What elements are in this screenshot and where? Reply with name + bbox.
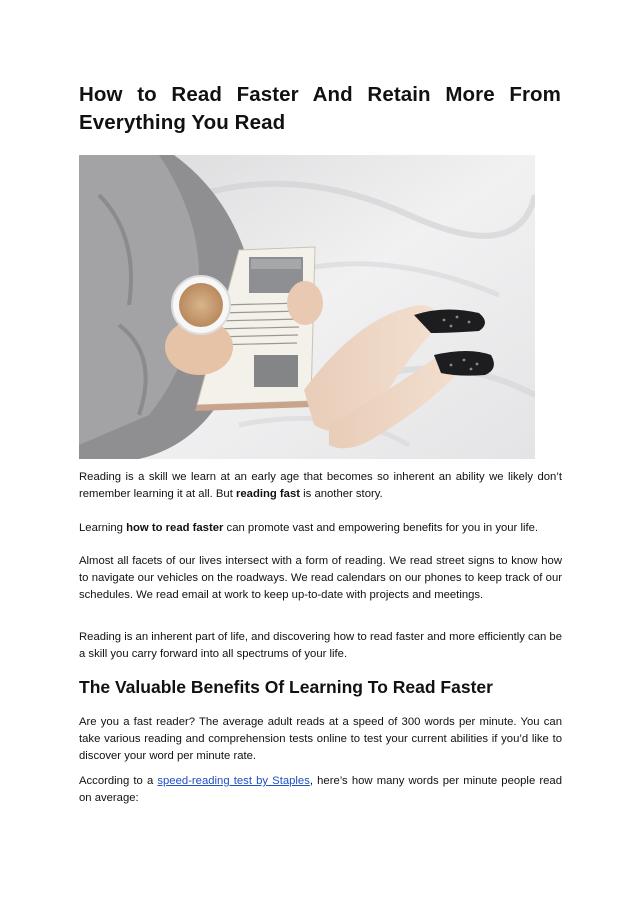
staples-speed-reading-link[interactable]: speed-reading test by Staples — [157, 775, 310, 787]
bold-phrase-reading-fast: reading fast — [235, 488, 301, 500]
paragraph-text: Reading is a skill we learn at an early age that becomes so inherent an ability we likely don’t remember learning it at all. But — [79, 471, 562, 500]
bold-phrase-how-to-read-faster: how to read faster — [126, 522, 224, 534]
hero-image — [79, 155, 535, 459]
reading-photo-illustration — [79, 155, 535, 459]
paragraph-text: , here’s how many words per minute people read on average: — [79, 775, 562, 804]
paragraph-text: can promote vast and empowering benefits for you in your life. — [223, 522, 539, 534]
paragraph-text: According to a — [79, 775, 158, 787]
paragraph-fast-reader: Are you a fast reader? The average adult reads at a speed of 300 words per minute. You can take various reading and comprehension tests online to test your current abilities if you’d like to discover your word per minute rate. — [79, 716, 562, 762]
paragraph-facets: Almost all facets of our lives intersect with a form of reading. We read street signs to know how to navigate our vehicles on the roadways. We read calendars on our phones to keep track of our schedules. We read email at work to keep up-to-date with projects and meetings. — [79, 555, 562, 601]
paragraph-text: Learning — [79, 522, 127, 534]
section-heading: The Valuable Benefits Of Learning To Read Faster — [79, 677, 493, 697]
paragraph-text: is another story. — [300, 488, 383, 500]
paragraph-learning — [79, 520, 562, 537]
paragraph-inherent: Reading is an inherent part of life, and discovering how to read faster and more efficiently can be a skill you carry forward into all spectrums of your life. — [79, 631, 562, 660]
article-title: How to Read Faster And Retain More From Everything You Read — [79, 83, 561, 134]
paragraph-intro — [79, 469, 562, 503]
paragraph-according — [79, 773, 562, 807]
